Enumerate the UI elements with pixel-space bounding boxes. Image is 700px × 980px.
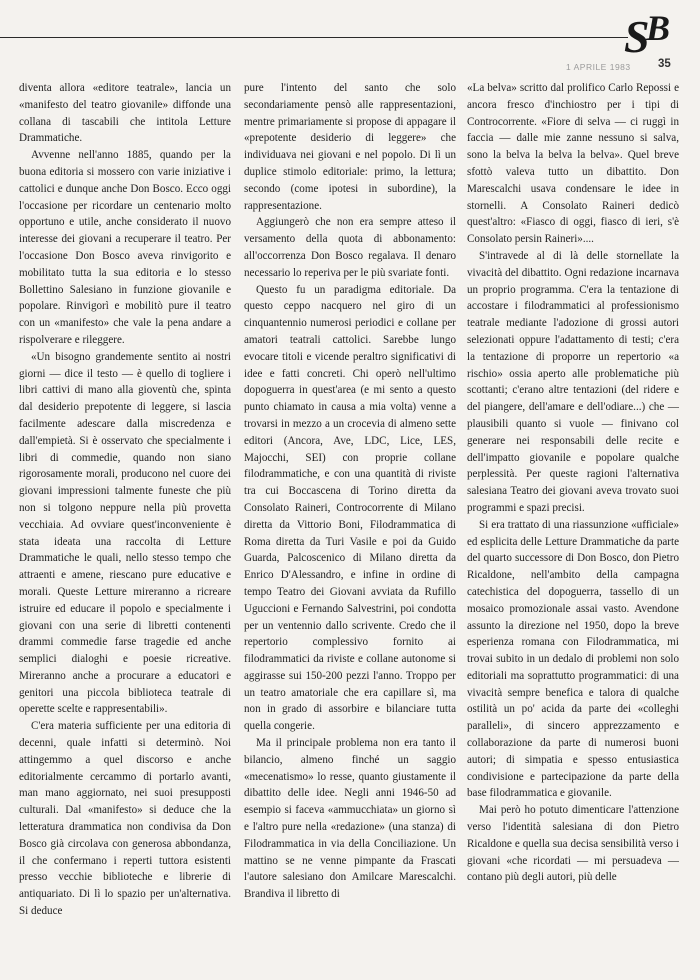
issue-date: 1 APRILE 1983: [566, 62, 631, 72]
logo-letter-b: B: [646, 8, 671, 48]
text-column-1: [19, 80, 231, 976]
sb-logo: [620, 8, 692, 60]
paragraph: «La belva» scritto dal prolifico Carlo Repossi e ancora fresco d'inchiostro per i tipi di Controcorrente. «Fiore di selva — ci ruggì in faccia — dalle mie zanne nessuno si salva, sono la belva la belva la belva». Quel breve sfottò valeva tutto un dibattito. Don Marescalchi usava condensare le idee in stornelli. A Consolato Raineri dedicò quest'altro: «Fiasco di oggi, fiasco di ieri, s'è Consolato persin Raineri»....: [467, 82, 679, 246]
paragraph: pure l'intento del santo che solo secondariamente pensò alle rappresentazioni, mentre primariamente si propose di appagare il «prepotente desiderio di leggere» che individuava nei giovani e nel popolo. Di lì un duplice stimolo editoriale: primo, la lettura; secondo (come ipotesi in subordine), la rappresentazione.: [244, 82, 456, 212]
sb-logo-mark: [620, 8, 692, 60]
paragraph: S'intravede al di là delle stornellate la vivacità del dibattito. Ogni redazione incarnava un proprio programma. C'era la tentazione di accostare i filodrammatici al professionismo teatrale mediante l'adozione di grossi autori selezionati oppure l'adattamento di testi; c'era la tentazione di proporre un repertorio «a rischio» ossia aperto alle problematiche più scottanti; c'erano altre tentazioni (del ridere e del piangere, dell'amare e dell'odiare...) che — plausibili quanto si vuole — finivano col generare nei responsabili delle recite e dell'impatto giovanile e popolare qualche perplessità. Per queste ragioni l'alternativa salesiana Teatro dei giovani aveva trovato suoi programmi e spazi precisi.: [467, 249, 679, 514]
text-column-3: [467, 80, 679, 976]
logo-letter-s: S: [624, 11, 650, 60]
text-column-2: [244, 80, 456, 976]
paragraph: Aggiungerò che non era sempre atteso il versamento della quota di abbonamento: all'occorrenza Don Bosco regalava. Il denaro necessario lo reperiva per le più svariate fonti.: [244, 216, 456, 279]
header-rule: [0, 37, 628, 38]
paragraph: «Un bisogno grandemente sentito ai nostri giorni — dice il testo — è quello di togliere i libri cattivi di mano alla gioventù che, spinta dal desiderio prepotente di leggere, si lascia facilmente adescare dalla miscredenza e dall'empietà. Si è osservato che specialmente i libri di commedie, quando non siano rigorosamente morali, producono nel cuore dei giovani impressioni talmente funeste che più non si tolgono neppure nella più provetta vecchiaia. Ad ovviare quest'inconveniente è stata ideata una raccolta di Letture Drammatiche le quali, nello stesso tempo che attraenti e amene, riescano pure educative e morali. Queste Letture mireranno a ricreare istruire ed educare il popolo e specialmente i giovani con una serie di libretti contenenti drammi commedie farse tragedie ed anche semplici dialoghi e poesie ricreative. Mireranno anche a procurare a educatori e genitori una piccola biblioteca teatrale di operette scelte e rappresentabili».: [19, 350, 231, 716]
paragraph: Questo fu un paradigma editoriale. Da questo ceppo nacquero nel giro di un cinquantennio numerosi periodici e collane per amatori teatrali cattolici. Sarebbe lungo evocare titoli e vicende peraltro significativi di idee e fatti concreti. Chi operò nell'ultimo dopoguerra in quest'area (e mi sento a questo punto chiamato in causa a mia volta) venne a trovarsi in mezzo a un crocevia di almeno sette editori (Ancora, Ave, LDC, Lice, LES, Majocchi, SEI) con proprie collane filodrammatiche, e con una quantità di riviste tra cui Boccascena di Torino diretta da Consolato Raineri, Controcorrente di Milano diretta da Vittorio Boni, Filodrammatica di Roma diretta da Turi Vasile e poi da Guido Guarda, Palcoscenico di Milano diretta da Enrico D'Alessandro, e infine in ordine di tempo Teatro dei Giovani avviata da Rufillo Uguccioni e Fernando Salvestrini, poi condotta per un ventennio dallo scrivente. Credo che il repertorio complessivo fornito ai filodrammatici da riviste e collane autonome si aggirasse sui 150-200 pezzi l'anno. Troppo per un teatro amatoriale che era capillare sì, ma non in grado di assorbire e bilanciare tutta quella congerie.: [244, 283, 456, 733]
paragraph: Ma il principale problema non era tanto il bilancio, almeno finché un saggio «mecenatismo» lo resse, quanto giustamente il dibattito delle idee. Negli anni 1946-50 ad esempio si faceva «ammucchiata» un giorno sì e l'altro pure nella «redazione» (una stanza) di Filodrammatica in via della Conciliazione. Un mattino se ne venne pimpante da Frascati l'autore salesiano don Amilcare Marescalchi. Brandiva il libretto di: [244, 737, 456, 901]
page-number: 35: [658, 58, 671, 70]
paragraph: Mai però ho potuto dimenticare l'attenzione verso l'identità salesiana di don Pietro Ricaldone e quella sua decisa sensibilità verso i giovani «che ricordati — mi persuadeva — contano più degli autori, più delle: [467, 804, 679, 884]
paragraph: Si era trattato di una riassunzione «ufficiale» ed esplicita delle Letture Drammatiche da parte del quarto successore di Don Bosco, don Pietro Ricaldone, nell'ambito della campagna catechistica del dopoguerra, tassello di un mosaico promozionale assai vasto. Avendone assunto la direzione nel 1950, dopo la breve esperienza romana con Filodrammatica, mi trovai subito in un dedalo di problemi non solo editoriali ma soprattutto programmatici: di una vivacità sempre benefica e talora di qualche ostilità un po' acida da parte dei «colleghi paralleli», di sincero apprezzamento e collaborazione da parte di numerosi buoni autori; di simpatia e spesso entusiastica condivisione e partecipazione da parte della base filodrammatica e giovanile.: [467, 518, 679, 800]
paragraph: Avvenne nell'anno 1885, quando per la buona editoria si mossero con varie iniziative i cattolici e dunque anche Don Bosco. Ecco oggi l'occasione per ricordare un centenario molto opportuno e utile, anche considerato il nuovo interesse dei giovani a recuperare il teatro. Per l'occasione Don Bosco aveva rinvigorito e mobilitato tutta la sua editoria e lo stesso Bollettino Salesiano in funzione giovanile e popolare. Rinvigorì e mobilitò pure il teatro con un «manifesto» che vale la pena andare a rispolverare e rileggere.: [19, 149, 231, 346]
paragraph: C'era materia sufficiente per una editoria di decenni, quale infatti si determinò. Noi attingemmo a quel discorso e anche editorialmente cercammo di portarlo avanti, man mano aggiornato, nei suoi presupposti culturali. Dal «manifesto» si deduce che la letteratura drammatica non condivisa da Don Bosco già circolava con generosa abbondanza, il che confermano i reperti tuttora esistenti presso vecchie biblioteche e librerie di antiquariato. Di lì lo spazio per un'alternativa. Si deduce: [19, 720, 231, 918]
paragraph: diventa allora «editore teatrale», lancia un «manifesto del teatro giovanile» diffonde una collana di tascabili che intitola Letture Drammatiche.: [19, 82, 231, 145]
